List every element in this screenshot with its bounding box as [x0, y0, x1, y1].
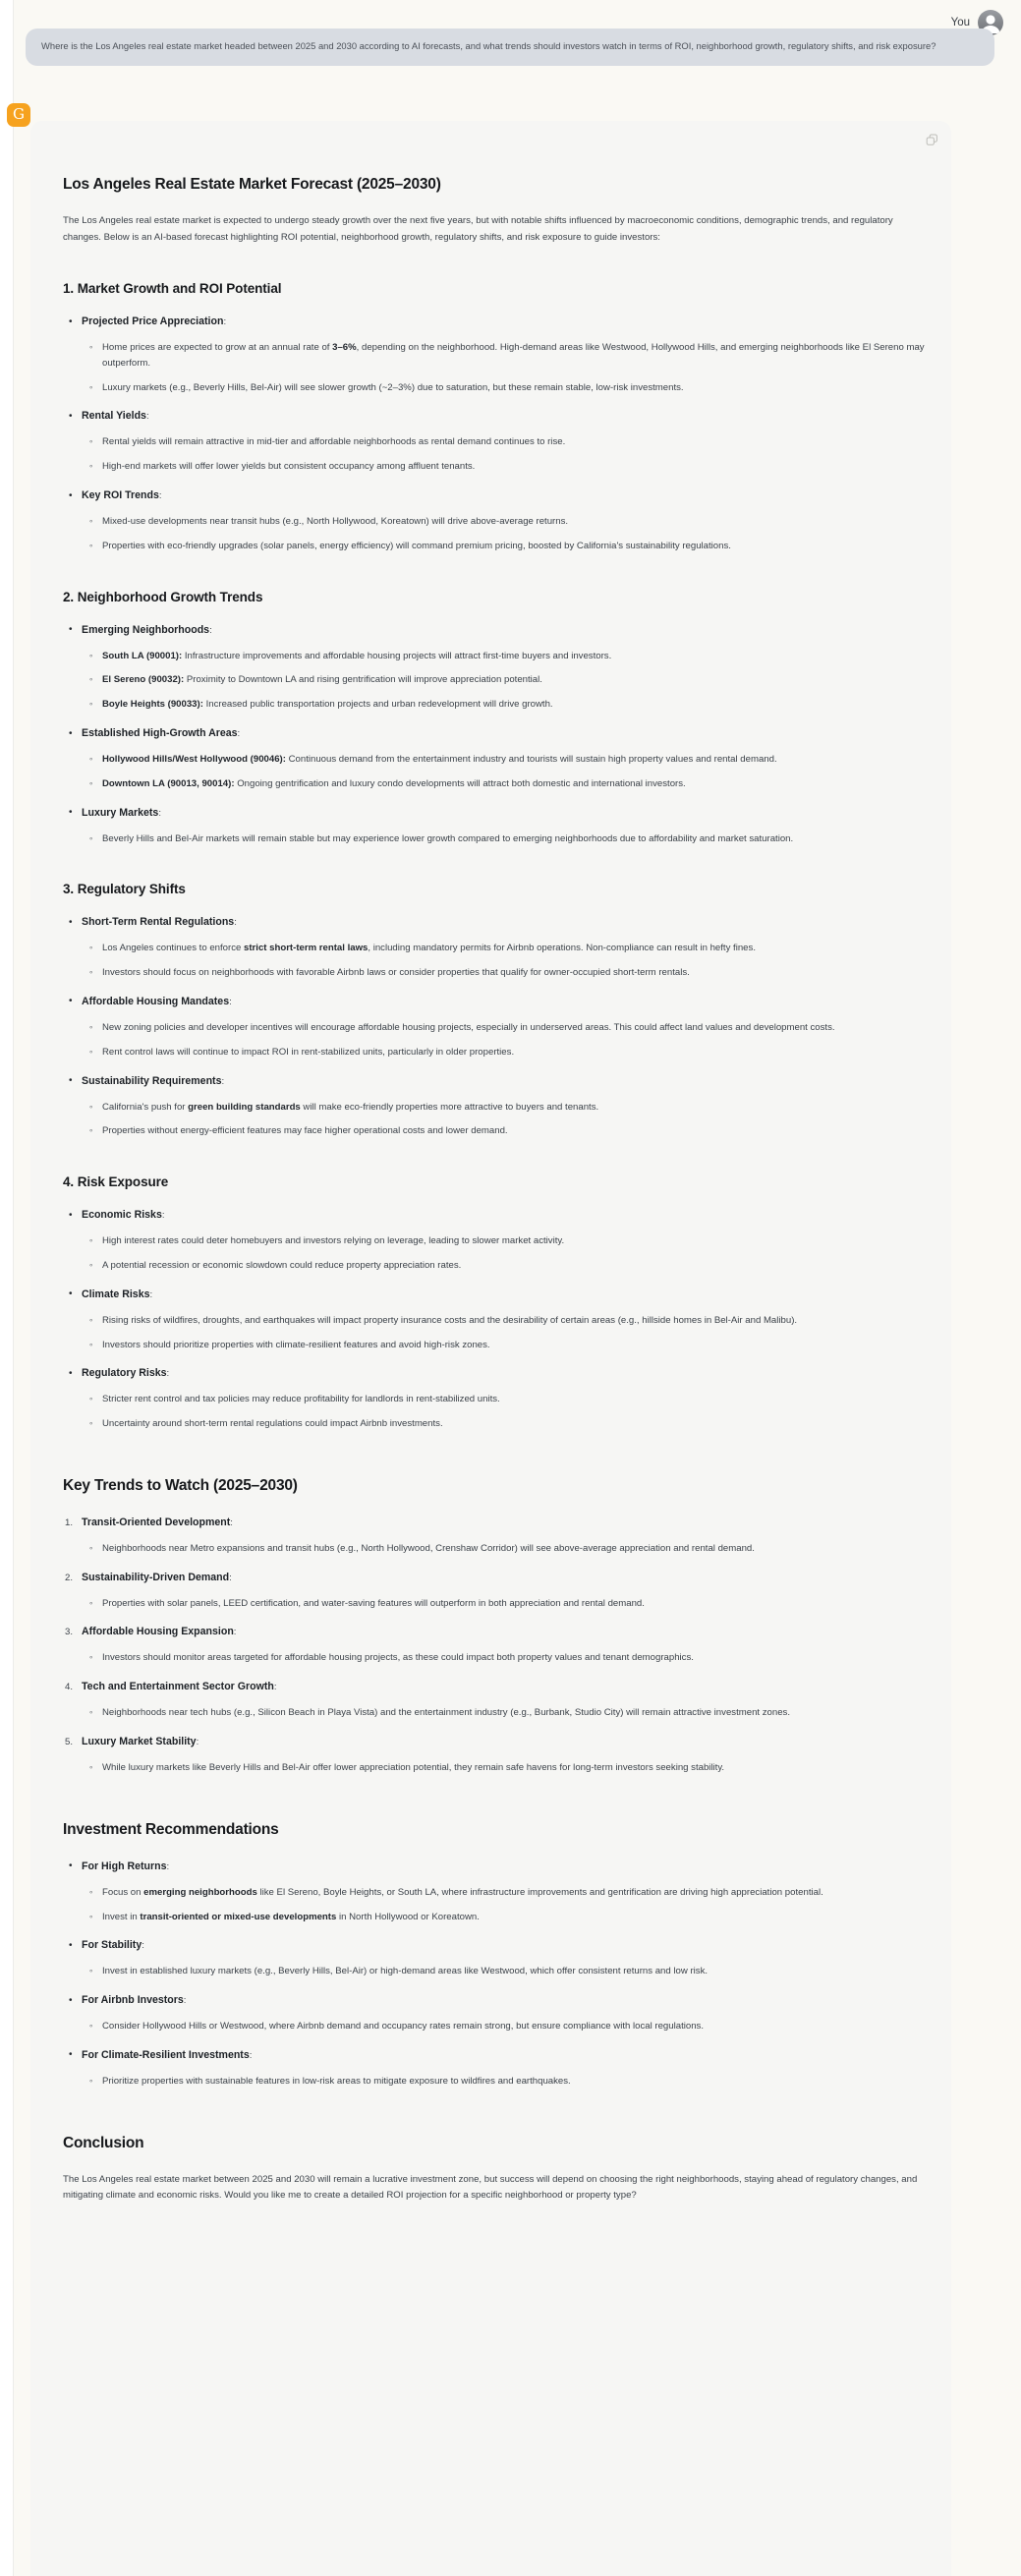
list-item-label: Key ROI Trends — [82, 489, 159, 502]
subsection-heading: 3. Regulatory Shifts — [63, 882, 186, 897]
sub-list-item: ◦ Properties with solar panels, LEED certification, and water-saving features will outperform in both appreciation and rental demand. — [102, 1596, 925, 1612]
sub-list-item: ◦ Rental yields will remain attractive in mid-tier and affordable neighborhoods as rental demand continues to rise. — [102, 434, 925, 450]
list-item-label: For High Returns — [82, 1860, 167, 1872]
list-item-label: For Airbnb Investors — [82, 1994, 184, 2007]
sub-list-item: ◦ High-end markets will offer lower yields but consistent occupancy among affluent tenants. — [102, 459, 925, 475]
sub-list — [82, 941, 925, 981]
list-item-label: Sustainability Requirements — [82, 1074, 222, 1087]
list-item: • Climate Risks: ◦ Rising risks of wildfires, droughts, and earthquakes will impact property insurance costs and the desirability of certain areas (e.g., hillside homes in Bel-Air and Malibu). ◦ Investors should prioritize properties with climate-resilient features and avoid high-risk zones. — [82, 1287, 925, 1353]
sub-list-item: ◦ Rising risks of wildfires, droughts, and earthquakes will impact property insurance costs and the desirability of certain areas (e.g., hillside homes in Bel-Air and Malibu). — [102, 1313, 925, 1329]
list-item-label: Luxury Market Stability — [82, 1736, 197, 1748]
sub-list — [82, 1885, 925, 1925]
sub-list-item: ◦ Properties with eco-friendly upgrades (solar panels, energy efficiency) will command premium pricing, boosted by California's sustainability regulations. — [102, 539, 925, 554]
bullet-list — [63, 1207, 925, 1432]
list-item: • Economic Risks: ◦ High interest rates could deter homebuyers and investors relying on leverage, leading to slower market activity. ◦ A potential recession or economic slowdown could reduce property appreciation rates. — [82, 1207, 925, 1274]
sub-list — [82, 2074, 925, 2089]
list-item: • Luxury Markets: ◦ Beverly Hills and Bel-Air markets will remain stable but may experience lower growth compared to emerging neighborhoods due to affordability and market saturation. — [82, 805, 925, 847]
sub-list-item: ◦ Los Angeles continues to enforce strict short-term rental laws, including mandatory permits for Airbnb operations. Non-compliance can result in hefty fines. — [102, 941, 925, 956]
list-item-label: For Stability — [82, 1939, 142, 1952]
sub-list — [82, 1760, 925, 1776]
list-item-label: Established High-Growth Areas — [82, 727, 238, 740]
sub-list — [82, 1392, 925, 1432]
sub-list-item: ◦ Uncertainty around short-term rental regulations could impact Airbnb investments. — [102, 1416, 925, 1432]
user-message-bubble — [26, 29, 994, 66]
sub-list-item: ◦ Rent control laws will continue to impact ROI in rent-stabilized units, particularly in older properties. — [102, 1045, 925, 1060]
assistant-response-card — [30, 121, 951, 2576]
subsection-heading: 2. Neighborhood Growth Trends — [63, 589, 263, 604]
response-content — [30, 121, 951, 2258]
sub-list-item: ◦ Home prices are expected to grow at an annual rate of 3–6%, depending on the neighborhood. High-demand areas like Westwood, Hollywood Hills, and emerging neighborhoods like El Sereno may outperform. — [102, 340, 925, 372]
sub-list — [82, 514, 925, 554]
subsection-heading: 1. Market Growth and ROI Potential — [63, 281, 282, 296]
sub-list-item: ◦ Mixed-use developments near transit hubs (e.g., North Hollywood, Koreatown) will drive above-average returns. — [102, 514, 925, 530]
sub-list-item: ◦ Boyle Heights (90033): Increased public transportation projects and urban redevelopment will drive growth. — [102, 697, 925, 713]
sub-list-item: ◦ El Sereno (90032): Proximity to Downtown LA and rising gentrification will improve appreciation potential. — [102, 672, 925, 688]
sub-list-item: ◦ Prioritize properties with sustainable features in low-risk areas to mitigate exposure to wildfires and earthquakes. — [102, 2074, 925, 2089]
sub-list — [82, 1596, 925, 1612]
list-item-label: Affordable Housing Mandates — [82, 995, 230, 1007]
list-item-label: Luxury Markets — [82, 806, 159, 819]
paragraph: The Los Angeles real estate market between 2025 and 2030 will remain a lucrative investment zone, but success will depend on choosing the right neighborhoods, staying ahead of regulatory changes, and mitigating climate and economic risks. Would you like me to create a detailed ROI projection for a specific neighborhood or property type? — [63, 2173, 918, 2202]
sub-list-item: ◦ South LA (90001): Infrastructure improvements and affordable housing projects will attract first-time buyers and investors. — [102, 649, 925, 664]
sub-list-item: ◦ Investors should focus on neighborhoods with favorable Airbnb laws or consider properties that qualify for owner-occupied short-term rentals. — [102, 965, 925, 981]
sub-list — [82, 1233, 925, 1274]
sub-list-item: ◦ Invest in transit-oriented or mixed-use developments in North Hollywood or Koreatown. — [102, 1910, 925, 1925]
list-item-label: Tech and Entertainment Sector Growth — [82, 1681, 274, 1693]
sub-list — [82, 752, 925, 792]
list-item: • For Climate-Resilient Investments: ◦ Prioritize properties with sustainable features in low-risk areas to mitigate exposure to wildfires and earthquakes. — [82, 2047, 925, 2089]
list-item: • Projected Price Appreciation: ◦ Home prices are expected to grow at an annual rate of 3–6%, depending on the neighborhood. High-demand areas like Westwood, Hollywood Hills, and emerging neighborhoods like El Sereno may outperform. ◦ Luxury markets (e.g., Beverly Hills, Bel-Air) will see slower growth (~2–3%) due to saturation, but these remain stable, low-risk investments. — [82, 314, 925, 395]
sub-list-item: ◦ Downtown LA (90013, 90014): Ongoing gentrification and luxury condo developments will attract both domestic and international investors. — [102, 776, 925, 792]
sub-list-item: ◦ Hollywood Hills/West Hollywood (90046): Continuous demand from the entertainment industry and tourists will sustain high property values and rental demand. — [102, 752, 925, 768]
numbered-list — [63, 1515, 925, 1776]
list-item-label: Affordable Housing Expansion — [82, 1626, 234, 1638]
list-item: • Established High-Growth Areas: ◦ Hollywood Hills/West Hollywood (90046): Continuous demand from the entertainment industry and tourists will sustain high property values and rental demand. ◦ Downtown LA (90013, 90014): Ongoing gentrification and luxury condo developments will attract both domestic and international investors. — [82, 725, 925, 792]
paragraph: The Los Angeles real estate market is expected to undergo steady growth over the next five years, but with notable shifts influenced by macroeconomic conditions, demographic trends, and regulatory changes. Below is an AI-based forecast highlighting ROI potential, neighborhood growth, regulatory shifts, and risk exposure to guide investors: — [63, 215, 893, 243]
user-message-text: Where is the Los Angeles real estate market headed between 2025 and 2030 according to AI forecasts, and what trends should investors watch in terms of ROI, neighborhood growth, regulatory shifts, and risk exposure? — [41, 40, 936, 51]
sub-list — [82, 340, 925, 395]
sub-list-item: ◦ Neighborhoods near Metro expansions and transit hubs (e.g., North Hollywood, Crenshaw Corridor) will see above-average appreciation and rental demand. — [102, 1541, 925, 1557]
scrollbar-track — [0, 0, 14, 2576]
list-item: • Rental Yields: ◦ Rental yields will remain attractive in mid-tier and affordable neighborhoods as rental demand continues to rise. ◦ High-end markets will offer lower yields but consistent occupancy among affluent tenants. — [82, 408, 925, 475]
sub-list — [82, 1650, 925, 1666]
section-heading: Conclusion — [63, 2134, 144, 2151]
section-heading: Investment Recommendations — [63, 1820, 279, 1838]
assistant-avatar — [7, 103, 30, 127]
sub-list-item: ◦ While luxury markets like Beverly Hills and Bel-Air offer lower appreciation potential, they remain safe havens for long-term investors seeking stability. — [102, 1760, 925, 1776]
list-item-label: Transit-Oriented Development — [82, 1516, 231, 1528]
bullet-list — [63, 314, 925, 554]
list-item: Tech and Entertainment Sector Growth: ◦ Neighborhoods near tech hubs (e.g., Silicon Beach in Playa Vista) and the entertainment industry (e.g., Burbank, Studio City) will remain attractive investment zones. — [82, 1679, 925, 1721]
list-item: • For Stability: ◦ Invest in established luxury markets (e.g., Beverly Hills, Bel-Air) or high-demand areas like Westwood, which offer consistent returns and low risk. — [82, 1937, 925, 1979]
sub-list — [82, 1541, 925, 1557]
sub-list — [82, 831, 925, 847]
subsection-heading: 4. Risk Exposure — [63, 1174, 169, 1190]
list-item: Luxury Market Stability: ◦ While luxury markets like Beverly Hills and Bel-Air offer lower appreciation potential, they remain safe havens for long-term investors seeking stability. — [82, 1734, 925, 1776]
sub-list — [82, 1964, 925, 1979]
sub-list-item: ◦ Luxury markets (e.g., Beverly Hills, Bel-Air) will see slower growth (~2–3%) due to saturation, but these remain stable, low-risk investments. — [102, 380, 925, 396]
sub-list-item: ◦ Neighborhoods near tech hubs (e.g., Silicon Beach in Playa Vista) and the entertainment industry (e.g., Burbank, Studio City) will remain attractive investment zones. — [102, 1705, 925, 1721]
list-item: • Key ROI Trends: ◦ Mixed-use developments near transit hubs (e.g., North Hollywood, Koreatown) will drive above-average returns. ◦ Properties with eco-friendly upgrades (solar panels, energy efficiency) will command premium pricing, boosted by California's sustainability regulations. — [82, 487, 925, 554]
list-item-label: For Climate-Resilient Investments — [82, 2048, 250, 2061]
list-item-label: Short-Term Rental Regulations — [82, 916, 235, 929]
list-item-label: Regulatory Risks — [82, 1367, 167, 1380]
sub-list-item: ◦ New zoning policies and developer incentives will encourage affordable housing projects, especially in underserved areas. This could affect land values and development costs. — [102, 1020, 925, 1036]
sub-list — [82, 2019, 925, 2034]
sub-list-item: ◦ A potential recession or economic slowdown could reduce property appreciation rates. — [102, 1258, 925, 1274]
sub-list — [82, 649, 925, 713]
sub-list-item: ◦ Invest in established luxury markets (e.g., Beverly Hills, Bel-Air) or high-demand areas like Westwood, which offer consistent returns and low risk. — [102, 1964, 925, 1979]
sub-list — [82, 1100, 925, 1140]
bullet-list — [63, 622, 925, 847]
sub-list-item: ◦ Beverly Hills and Bel-Air markets will remain stable but may experience lower growth compared to emerging neighborhoods due to affordability and market saturation. — [102, 831, 925, 847]
list-item-label: Rental Yields — [82, 410, 146, 423]
list-item: Sustainability-Driven Demand: ◦ Properties with solar panels, LEED certification, and water-saving features will outperform in both appreciation and rental demand. — [82, 1570, 925, 1612]
user-name-label: You — [950, 17, 970, 29]
list-item: • For High Returns: ◦ Focus on emerging neighborhoods like El Sereno, Boyle Heights, or South LA, where infrastructure improvements and gentrification are driving high appreciation potential. ◦ Invest in transit-oriented or mixed-use developments in North Hollywood or Koreatown. — [82, 1859, 925, 1925]
list-item: • For Airbnb Investors: ◦ Consider Hollywood Hills or Westwood, where Airbnb demand and occupancy rates remain strong, but ensure compliance with local regulations. — [82, 1992, 925, 2034]
sub-list-item: ◦ High interest rates could deter homebuyers and investors relying on leverage, leading to slower market activity. — [102, 1233, 925, 1249]
sub-list — [82, 1705, 925, 1721]
section-heading: Key Trends to Watch (2025–2030) — [63, 1476, 298, 1494]
section-heading: Los Angeles Real Estate Market Forecast (2025–2030) — [63, 176, 441, 193]
sub-list — [82, 1020, 925, 1060]
list-item: • Regulatory Risks: ◦ Stricter rent control and tax policies may reduce profitability for landlords in rent-stabilized units. ◦ Uncertainty around short-term rental regulations could impact Airbnb investments. — [82, 1365, 925, 1432]
sub-list-item: ◦ Investors should prioritize properties with climate-resilient features and avoid high-risk zones. — [102, 1338, 925, 1353]
list-item-label: Climate Risks — [82, 1288, 150, 1300]
list-item-label: Sustainability-Driven Demand — [82, 1571, 230, 1583]
list-item: • Affordable Housing Mandates: ◦ New zoning policies and developer incentives will encourage affordable housing projects, especially in underserved areas. This could affect land values and development costs. ◦ Rent control laws will continue to impact ROI in rent-stabilized units, particularly in older properties. — [82, 994, 925, 1060]
brand-letter: G — [13, 105, 25, 123]
list-item: Affordable Housing Expansion: ◦ Investors should monitor areas targeted for affordable housing projects, as these could impact both property values and tenant demographics. — [82, 1624, 925, 1666]
bullet-list — [63, 914, 925, 1139]
list-item-label: Projected Price Appreciation — [82, 315, 224, 327]
sub-list-item: ◦ Consider Hollywood Hills or Westwood, where Airbnb demand and occupancy rates remain strong, but ensure compliance with local regulations. — [102, 2019, 925, 2034]
sub-list-item: ◦ Investors should monitor areas targeted for affordable housing projects, as these could impact both property values and tenant demographics. — [102, 1650, 925, 1666]
list-item: • Emerging Neighborhoods: ◦ South LA (90001): Infrastructure improvements and affordable housing projects will attract first-time buyers and investors. ◦ El Sereno (90032): Proximity to Downtown LA and rising gentrification will improve appreciation potential. ◦ Boyle Heights (90033): Increased public transportation projects and urban redevelopment will drive growth. — [82, 622, 925, 713]
sub-list-item: ◦ Stricter rent control and tax policies may reduce profitability for landlords in rent-stabilized units. — [102, 1392, 925, 1407]
sub-list — [82, 1313, 925, 1353]
sub-list-item: ◦ Focus on emerging neighborhoods like El Sereno, Boyle Heights, or South LA, where infrastructure improvements and gentrification are driving high appreciation potential. — [102, 1885, 925, 1901]
list-item-label: Emerging Neighborhoods — [82, 623, 210, 636]
sub-list-item: ◦ California's push for green building standards will make eco-friendly properties more attractive to buyers and tenants. — [102, 1100, 925, 1116]
sub-list-item: ◦ Properties without energy-efficient features may face higher operational costs and lower demand. — [102, 1123, 925, 1139]
list-item: • Short-Term Rental Regulations: ◦ Los Angeles continues to enforce strict short-term rental laws, including mandatory permits for Airbnb operations. Non-compliance can result in hefty fines. ◦ Investors should focus on neighborhoods with favorable Airbnb laws or consider properties that qualify for owner-occupied short-term rentals. — [82, 914, 925, 981]
list-item-label: Economic Risks — [82, 1209, 162, 1222]
bullet-list — [63, 1859, 925, 2089]
list-item: Transit-Oriented Development: ◦ Neighborhoods near Metro expansions and transit hubs (e.g., North Hollywood, Crenshaw Corridor) will see above-average appreciation and rental demand. — [82, 1515, 925, 1557]
list-item: • Sustainability Requirements: ◦ California's push for green building standards will make eco-friendly properties more attractive to buyers and tenants. ◦ Properties without energy-efficient features may face higher operational costs and lower demand. — [82, 1073, 925, 1140]
copy-icon[interactable] — [924, 132, 939, 147]
sub-list — [82, 434, 925, 475]
